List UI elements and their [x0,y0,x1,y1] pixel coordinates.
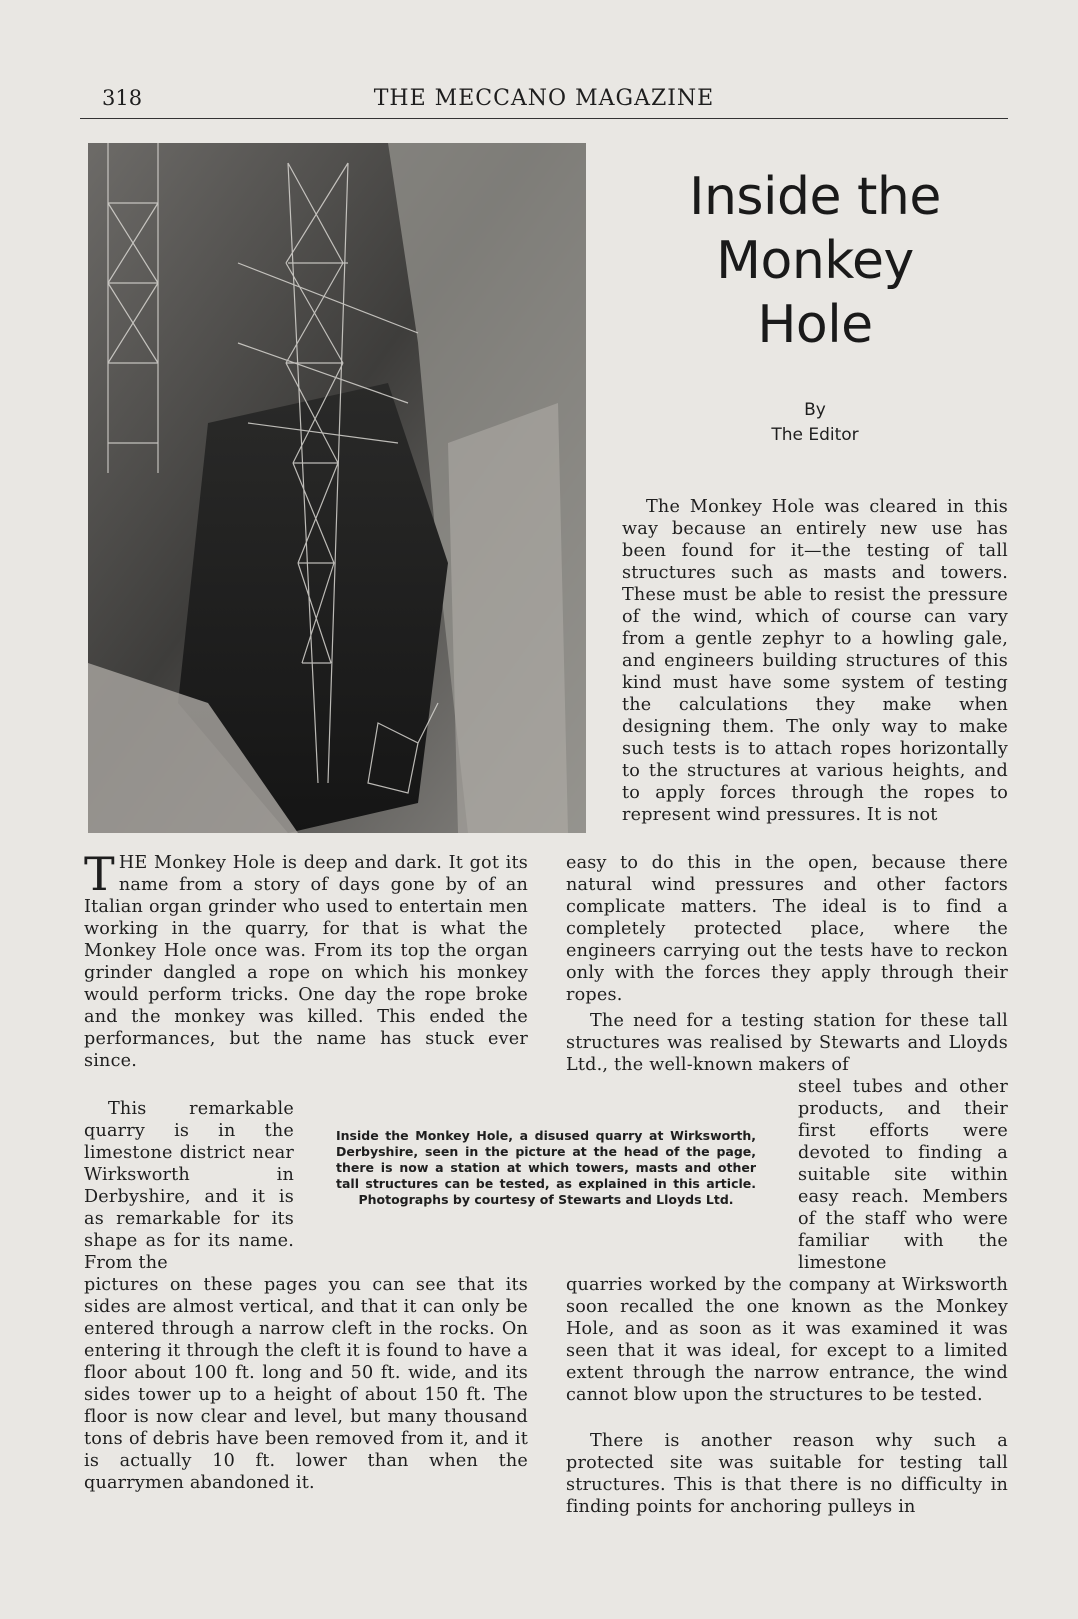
byline [740,398,890,448]
body-paragraph-right-mid: easy to do this in the open, because there natural wind pressures and other factors complicate matters. The ideal is to find a completely protected place, where the engineers carrying out the tests have to reckon only with the forces they apply through their ropes. [566,853,1008,1005]
page-header [80,86,1008,118]
body-paragraph-right-mid2: The need for a testing station for these tall structures was realised by Stewarts and Lloyds Ltd., the well-known makers of [566,1011,1008,1075]
body-paragraph-left-narrow: This remarkable quarry is in the limestone district near Wirksworth in Derbyshire, and it is as remarkable for its shape as for its name. From the [84,1099,294,1273]
body-paragraph-right-top: The Monkey Hole was cleared in this way because an entirely new use has been found for it—the testing of tall structures such as masts and towers. These must be able to resist the pressure of the wind, which of course can vary from a gentle zephyr to a howling gale, and engineers building structures of this kind must have some system of testing the calculations they make when designing them. The only way to make such tests is to attach ropes horizontally to the structures at various heights, and to apply forces through the ropes to represent wind pressures. It is not [622,497,1008,825]
body-paragraph-right-bottom2: There is another reason why such a protected site was suitable for testing tall structures. This is that there is no difficulty in finding points for anchoring pulleys in [566,1431,1008,1517]
photo-caption: Inside the Monkey Hole, a disused quarry at Wirksworth, Derbyshire, seen in the picture at the head of the page, there is now a station at which towers, masts and other tall structures can be tested, as explained in this article. Photographs by courtesy of Stewarts and Lloyds Ltd. [336,1128,756,1207]
article-title [660,165,970,357]
title-line-3: Hole [757,295,873,355]
drop-cap: T [84,847,115,901]
title-line-2: Monkey [716,231,914,291]
quarry-photo-image [88,143,586,833]
body-paragraph-left-top [84,847,528,1072]
left-top-text: HE Monkey Hole is deep and dark. It got its name from a story of days gone by of an Italian organ grinder who used to entertain men working in the quarry, for that is what the Monkey Hole once was. From its top the organ grinder dangled a rope on which his monkey would perform tricks. One day the rope broke and the monkey was killed. This ended the performances, but the name has stuck ever since. [84,853,528,1071]
body-paragraph-right-narrow: steel tubes and other products, and their first efforts were devoted to finding a suitable site within easy reach. Members of the staff who were familiar with the limestone [798,1077,1008,1273]
body-paragraph-right-bottom: quarries worked by the company at Wirksworth soon recalled the one known as the Monkey Hole, and as soon as it was examined it was seen that it was ideal, for except to a limited extent through the narrow entrance, the wind cannot blow upon the structures to be tested. [566,1275,1008,1405]
by-label: By [804,400,826,420]
page-number: 318 [102,86,143,110]
author-name: The Editor [771,425,859,445]
title-line-1: Inside the [689,167,941,227]
magazine-title: THE MECCANO MAGAZINE [373,86,715,111]
header-rule [80,118,1008,119]
body-paragraph-left-bottom: pictures on these pages you can see that its sides are almost vertical, and that it can only be entered through a narrow cleft in the rocks. On entering it through the cleft it is found to have a floor about 100 ft. long and 50 ft. wide, and its sides tower up to a height of about 150 ft. The floor is now clear and level, but many thousand tons of debris have been removed from it, and it is actually 10 ft. lower than when the quarrymen abandoned it. [84,1275,528,1493]
quarry-photo [88,143,586,833]
